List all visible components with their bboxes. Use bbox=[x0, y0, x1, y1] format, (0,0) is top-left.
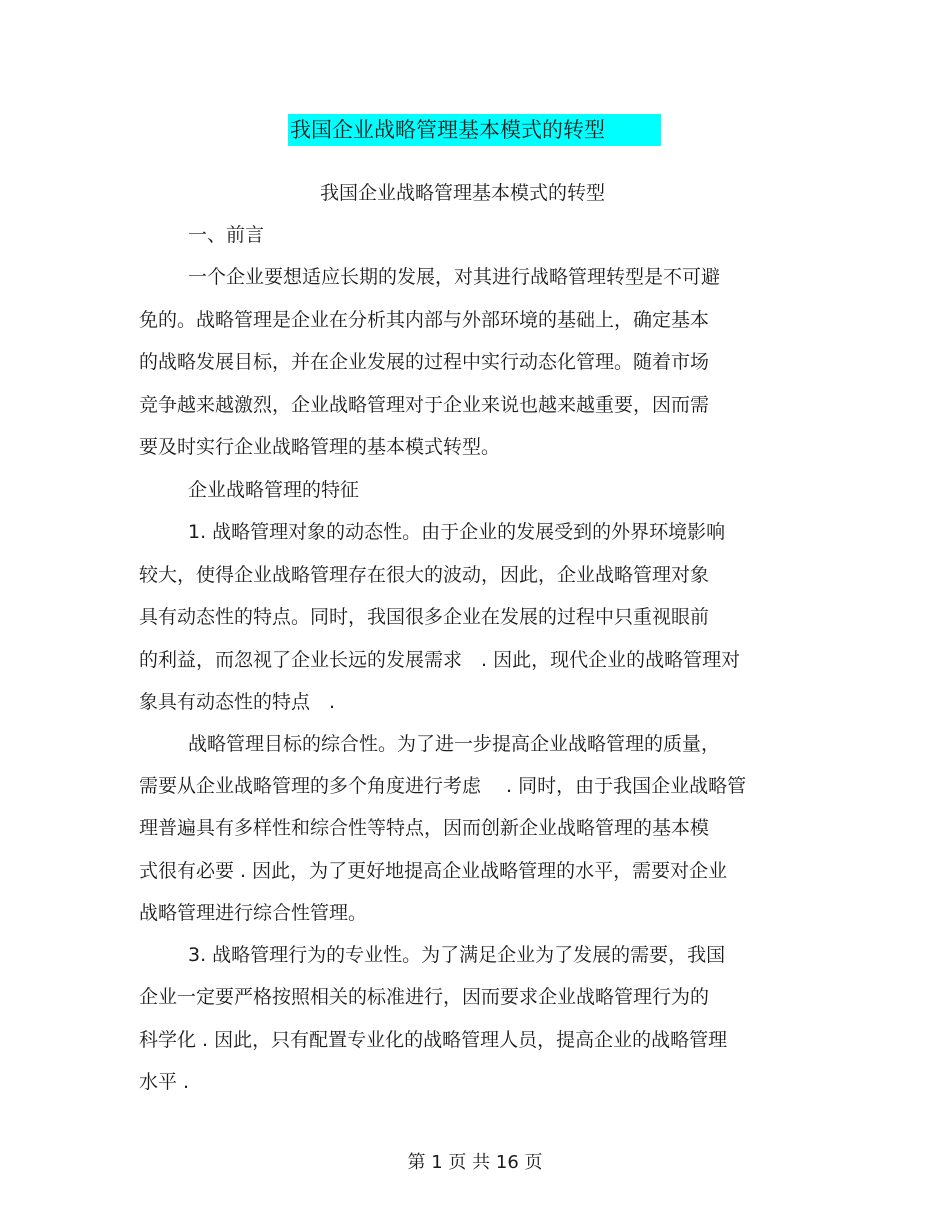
paragraph-line: 的利益，而忽视了企业长远的发展需求 . 因此，现代企业的战略管理对 bbox=[139, 649, 741, 671]
paragraph-line: 要及时实行企业战略管理的基本模式转型。 bbox=[139, 436, 501, 458]
document-subtitle: 我国企业战略管理基本模式的转型 bbox=[319, 182, 605, 204]
page-footer bbox=[0, 1148, 950, 1178]
paragraph-line: 水平 . bbox=[139, 1071, 190, 1093]
footer-prefix: 第 bbox=[407, 1152, 426, 1173]
paragraph-line: 较大，使得企业战略管理存在很大的波动，因此，企业战略管理对象 bbox=[139, 564, 710, 586]
paragraph-line: 的战略发展目标，并在企业发展的过程中实行动态化管理。随着市场 bbox=[139, 351, 710, 373]
footer-mid: 页 共 bbox=[448, 1152, 491, 1173]
paragraph-line: 式很有必要 . 因此，为了更好地提高企业战略管理的水平，需要对企业 bbox=[139, 860, 728, 882]
paragraph-line: 一个企业要想适应长期的发展，对其进行战略管理转型是不可避 bbox=[188, 266, 721, 288]
paragraph-line: 科学化 . 因此，只有配置专业化的战略管理人员，提高企业的战略管理 bbox=[139, 1029, 728, 1051]
paragraph-line: 3. 战略管理行为的专业性。为了满足企业为了发展的需要，我国 bbox=[188, 944, 726, 966]
section-heading-features: 企业战略管理的特征 bbox=[188, 479, 360, 501]
paragraph-line: 象具有动态性的特点 . bbox=[139, 691, 336, 713]
paragraph-line: 战略管理进行综合性管理。 bbox=[139, 902, 368, 924]
paragraph-line: 需要从企业战略管理的多个角度进行考虑 . 同时，由于我国企业战略管 bbox=[139, 775, 747, 797]
paragraph-line: 战略管理目标的综合性。为了进一步提高企业战略管理的质量， bbox=[188, 733, 721, 755]
paragraph-line: 1. 战略管理对象的动态性。由于企业的发展受到的外界环境影响 bbox=[188, 521, 726, 543]
section-heading-preface: 一、前言 bbox=[188, 224, 265, 246]
title-banner: 我国企业战略管理基本模式的转型 bbox=[288, 114, 661, 146]
paragraph-line: 具有动态性的特点。同时，我国很多企业在发展的过程中只重视眼前 bbox=[139, 606, 710, 628]
current-page-number: 1 bbox=[431, 1152, 443, 1173]
paragraph-line: 理普遍具有多样性和综合性等特点，因而创新企业战略管理的基本模 bbox=[139, 817, 710, 839]
paragraph-line: 企业一定要严格按照相关的标准进行，因而要求企业战略管理行为的 bbox=[139, 986, 710, 1008]
total-pages-number: 16 bbox=[495, 1152, 519, 1173]
footer-suffix: 页 bbox=[524, 1152, 543, 1173]
paragraph-line: 免的。战略管理是企业在分析其内部与外部环境的基础上，确定基本 bbox=[139, 309, 710, 331]
paragraph-line: 竞争越来越激烈，企业战略管理对于企业来说也越来越重要，因而需 bbox=[139, 394, 710, 416]
